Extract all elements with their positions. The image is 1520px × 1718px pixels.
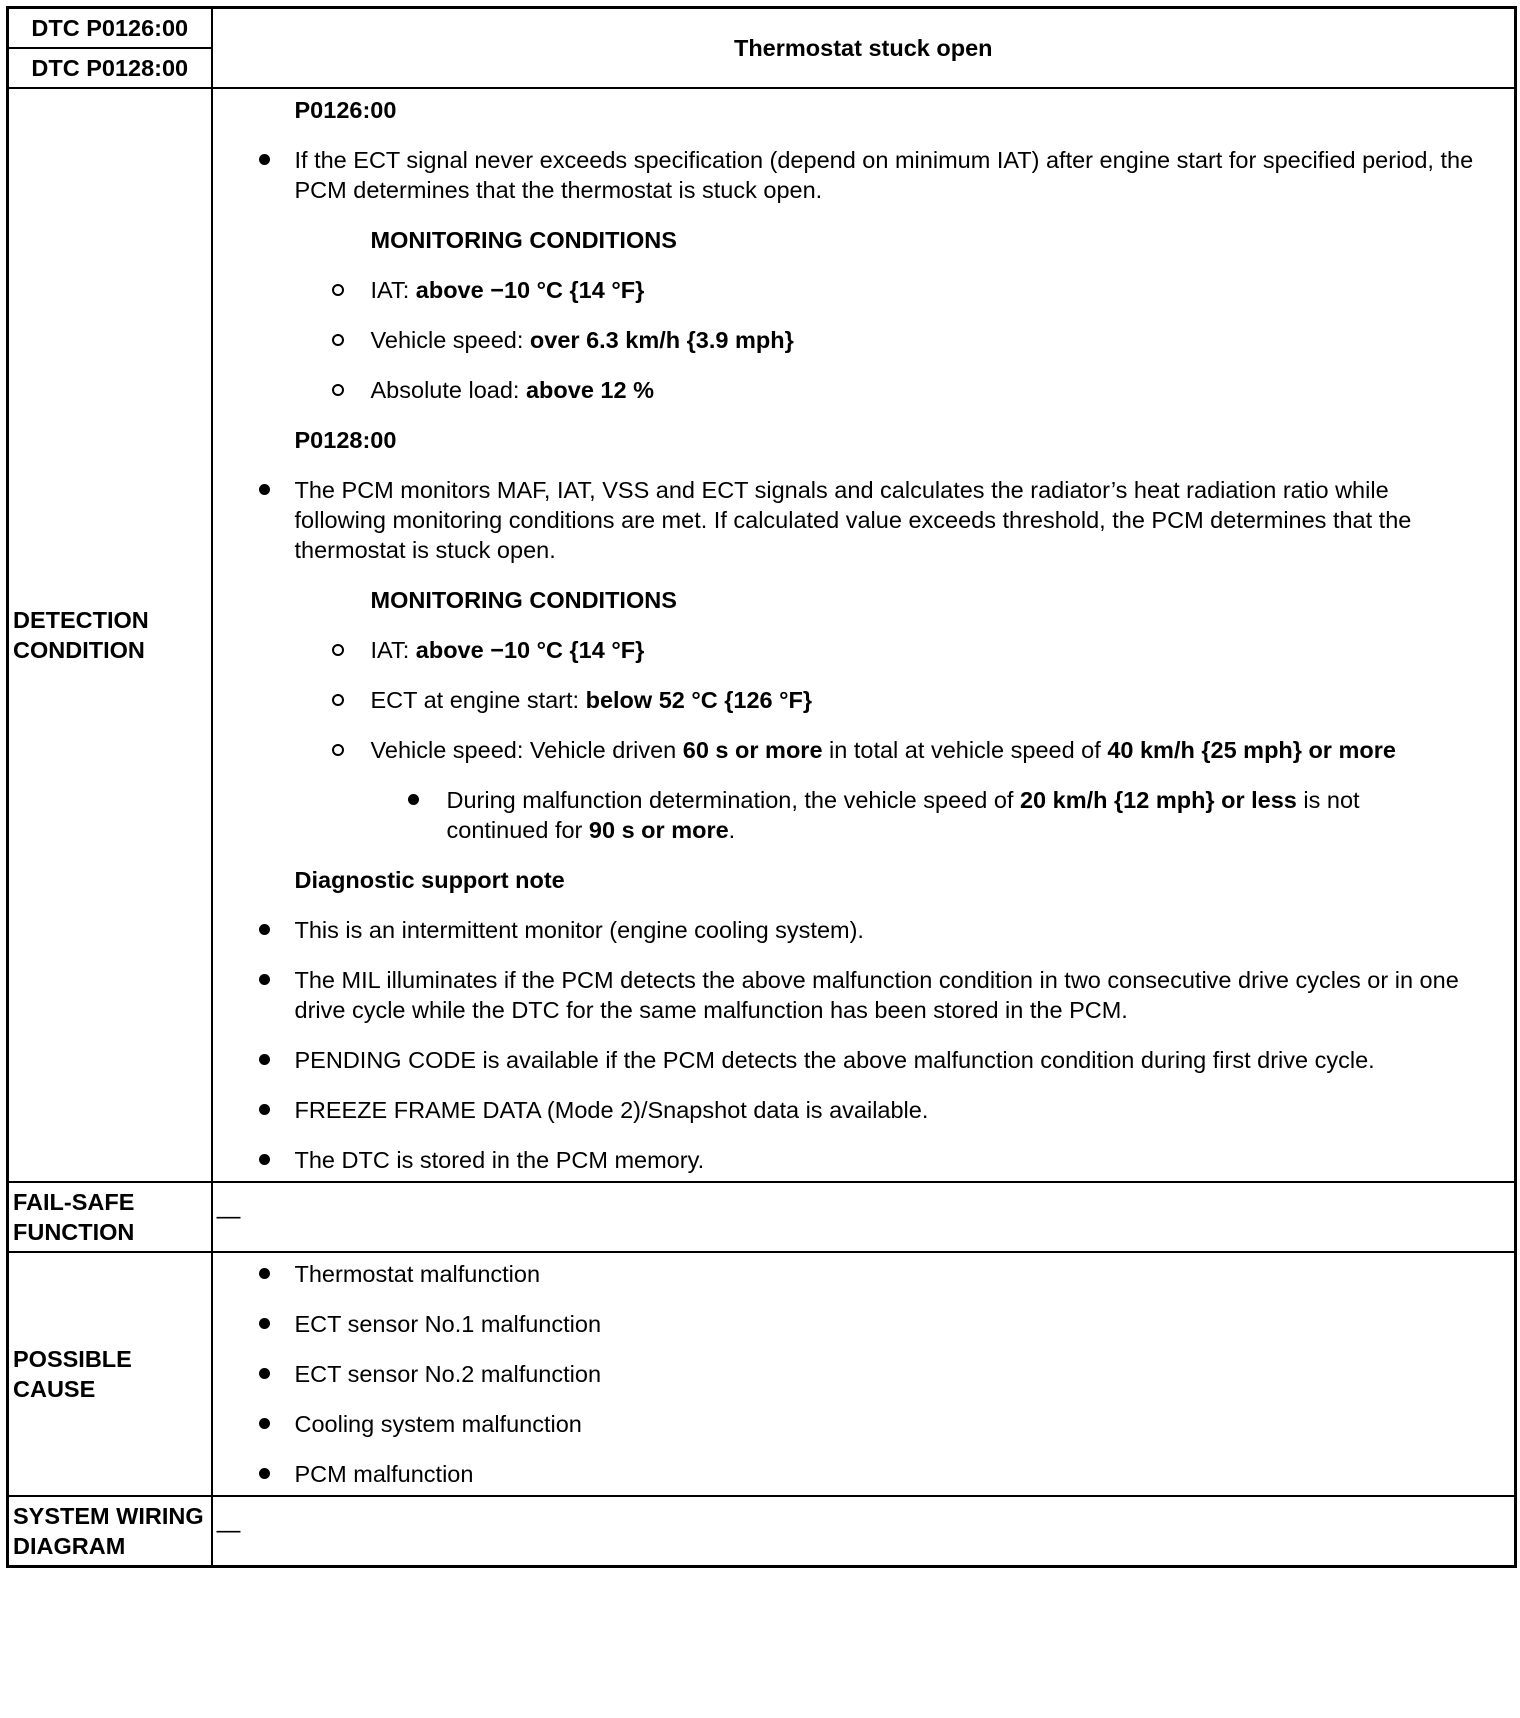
- p0128-sub-condition: During malfunction determination, the vehicle speed of 20 km/h {12 mph} or less is not continued for 90 s or more.: [213, 785, 1487, 845]
- bullet-icon: [259, 1418, 270, 1429]
- p0128-condition-ect: ECT at engine start: below 52 °C {126 °F}: [213, 685, 1487, 715]
- bullet-icon: [259, 1318, 270, 1329]
- wiring-row: [8, 1496, 1516, 1566]
- bullet-icon: [408, 794, 419, 805]
- bullet-icon: [259, 924, 270, 935]
- circle-bullet-icon: [332, 694, 344, 706]
- support-note-item: PENDING CODE is available if the PCM detects the above malfunction condition during first drive cycle.: [213, 1045, 1487, 1075]
- bullet-icon: [259, 974, 270, 985]
- dtc-code-2: DTC P0128:00: [8, 48, 212, 88]
- detection-condition-label: DETECTION CONDITION: [8, 88, 212, 1182]
- bullet-icon: [259, 1368, 270, 1379]
- p0126-monitoring-heading: MONITORING CONDITIONS: [370, 227, 677, 253]
- p0126-heading: P0126:00: [294, 97, 397, 123]
- fail-safe-value: —: [212, 1182, 1516, 1252]
- possible-cause-label: POSSIBLE CAUSE: [8, 1252, 212, 1496]
- support-note-item: The DTC is stored in the PCM memory.: [213, 1145, 1487, 1175]
- bullet-icon: [259, 154, 270, 165]
- bullet-icon: [259, 484, 270, 495]
- circle-bullet-icon: [332, 284, 344, 296]
- circle-bullet-icon: [332, 334, 344, 346]
- dtc-code-1: DTC P0126:00: [8, 8, 212, 49]
- circle-bullet-icon: [332, 384, 344, 396]
- p0128-heading: P0128:00: [294, 427, 397, 453]
- bullet-icon: [259, 1104, 270, 1115]
- p0126-condition-iat: IAT: above −10 °C {14 °F}: [213, 275, 1487, 305]
- support-note-heading: Diagnostic support note: [294, 867, 565, 893]
- wiring-value: —: [212, 1496, 1516, 1566]
- bullet-icon: [259, 1468, 270, 1479]
- support-note-item: FREEZE FRAME DATA (Mode 2)/Snapshot data is available.: [213, 1095, 1487, 1125]
- wiring-label: SYSTEM WIRING DIAGRAM: [8, 1496, 212, 1566]
- p0128-condition-iat: IAT: above −10 °C {14 °F}: [213, 635, 1487, 665]
- circle-bullet-icon: [332, 644, 344, 656]
- p0128-condition-speed: Vehicle speed: Vehicle driven 60 s or more in total at vehicle speed of 40 km/h {25 mph} or more: [213, 735, 1487, 765]
- detection-row: [8, 88, 1516, 1182]
- support-note-item: This is an intermittent monitor (engine cooling system).: [213, 915, 1487, 945]
- cause-item: Cooling system malfunction: [213, 1409, 1487, 1439]
- cause-item: ECT sensor No.1 malfunction: [213, 1309, 1487, 1339]
- fail-safe-row: [8, 1182, 1516, 1252]
- dtc-spec-table: [6, 6, 1517, 1568]
- possible-cause-content: [212, 1252, 1516, 1496]
- bullet-icon: [259, 1268, 270, 1279]
- p0126-description: If the ECT signal never exceeds specification (depend on minimum IAT) after engine start for specified period, the PCM determines that the thermostat is stuck open.: [213, 145, 1487, 205]
- cause-item: Thermostat malfunction: [213, 1259, 1487, 1289]
- cause-item: ECT sensor No.2 malfunction: [213, 1359, 1487, 1389]
- page-title: Thermostat stuck open: [212, 8, 1516, 89]
- bullet-icon: [259, 1054, 270, 1065]
- p0128-monitoring-heading: MONITORING CONDITIONS: [370, 587, 677, 613]
- support-note-item: The MIL illuminates if the PCM detects the above malfunction condition in two consecutive drive cycles or in one drive cycle while the DTC for the same malfunction has been stored in the PCM.: [213, 965, 1487, 1025]
- p0126-condition-load: Absolute load: above 12 %: [213, 375, 1487, 405]
- detection-condition-content: [212, 88, 1516, 1182]
- cause-item: PCM malfunction: [213, 1459, 1487, 1489]
- possible-cause-row: [8, 1252, 1516, 1496]
- p0128-description: The PCM monitors MAF, IAT, VSS and ECT signals and calculates the radiator’s heat radiation ratio while following monitoring conditions are met. If calculated value exceeds threshold, the PCM determines that the thermostat is stuck open.: [213, 475, 1487, 565]
- circle-bullet-icon: [332, 744, 344, 756]
- bullet-icon: [259, 1154, 270, 1165]
- p0126-condition-speed: Vehicle speed: over 6.3 km/h {3.9 mph}: [213, 325, 1487, 355]
- header-row-1: [8, 8, 1516, 49]
- fail-safe-label: FAIL-SAFE FUNCTION: [8, 1182, 212, 1252]
